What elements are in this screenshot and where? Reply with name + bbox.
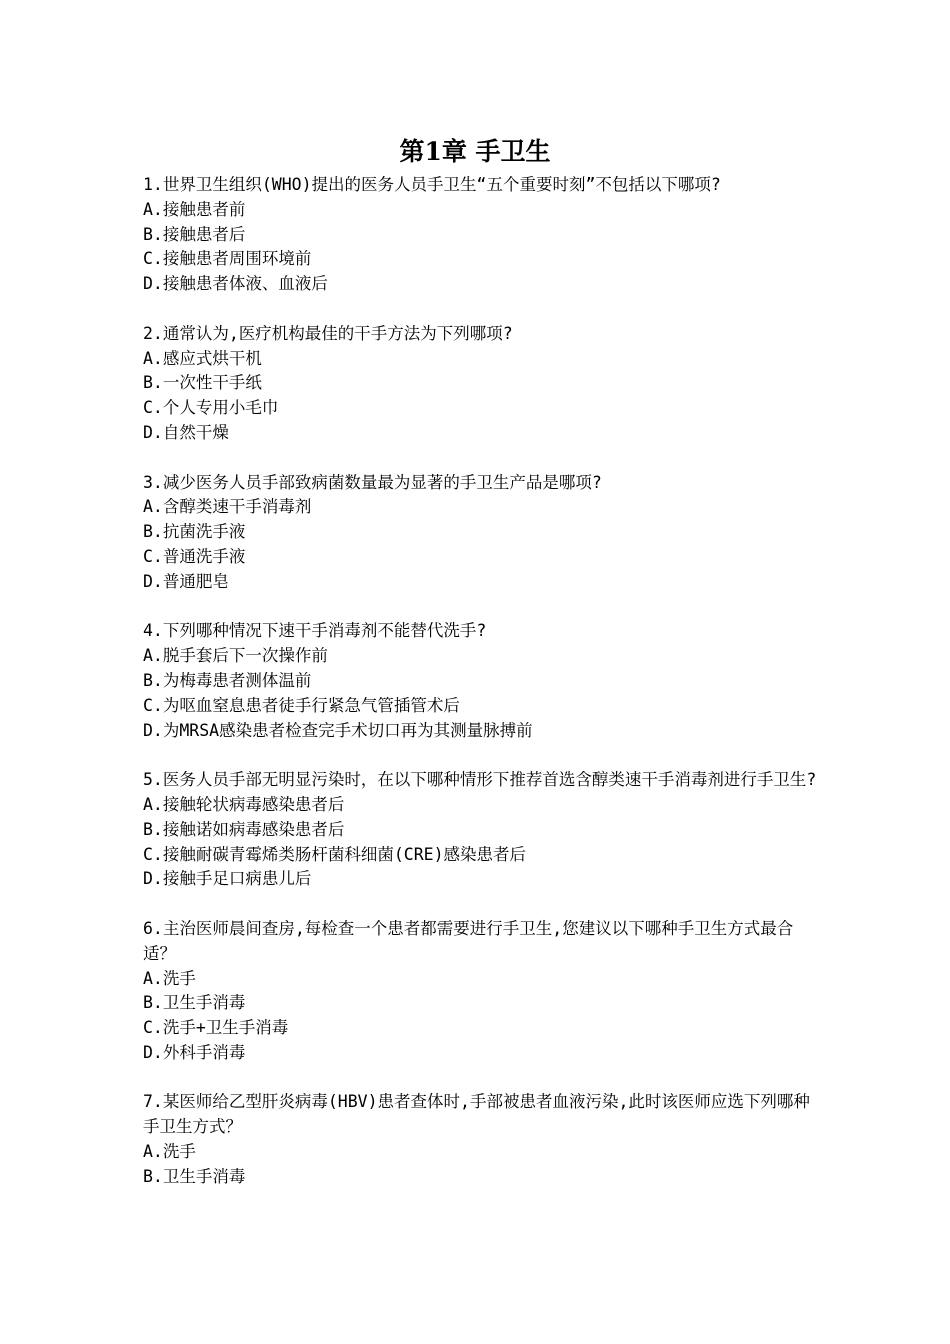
question-item <box>143 322 823 446</box>
option-d: D.自然干燥 <box>143 422 229 442</box>
option-d: D.接触手足口病患儿后 <box>143 869 312 889</box>
question-item <box>143 1090 823 1189</box>
chapter-title: 第1章 手卫生 <box>399 137 551 166</box>
option-a: A.含醇类速干手消毒剂 <box>143 497 312 517</box>
question-item <box>143 768 823 892</box>
question-item <box>143 173 823 297</box>
option-d: D.外科手消毒 <box>143 1042 246 1062</box>
option-c: C.接触耐碳青霉烯类肠杆菌科细菌(CRE)感染患者后 <box>143 844 527 864</box>
question-stem: 6.主治医师晨间查房,每检查一个患者都需要进行手卫生,您建议以下哪种手卫生方式最合适？ <box>143 918 794 963</box>
question-stem: 3.减少医务人员手部致病菌数量最为显著的手卫生产品是哪项? <box>143 472 602 492</box>
option-b: B.为梅毒患者测体温前 <box>143 670 312 690</box>
question-stem: 5.医务人员手部无明显污染时，在以下哪种情形下推荐首选含醇类速干手消毒剂进行手卫生? <box>143 770 817 790</box>
option-a: A.脱手套后下一次操作前 <box>143 646 328 666</box>
option-c: C.普通洗手液 <box>143 546 246 566</box>
option-b: B.卫生手消毒 <box>143 993 246 1013</box>
option-a: A.洗手 <box>143 968 196 988</box>
question-item <box>143 471 823 595</box>
option-a: A.洗手 <box>143 1142 196 1162</box>
option-a: A.接触轮状病毒感染患者后 <box>143 794 345 814</box>
option-c: C.接触患者周围环境前 <box>143 249 312 269</box>
option-a: A.接触患者前 <box>143 199 246 219</box>
question-stem: 4.下列哪种情况下速干手消毒剂不能替代洗手? <box>143 621 487 641</box>
question-stem: 1.世界卫生组织(WHO)提出的医务人员手卫生“五个重要时刻”不包括以下哪项? <box>143 175 721 194</box>
option-d: D.接触患者体液、血液后 <box>143 274 328 294</box>
option-b: B.接触诺如病毒感染患者后 <box>143 819 345 839</box>
option-b: B.接触患者后 <box>143 224 246 244</box>
option-c: C.洗手+卫生手消毒 <box>143 1018 289 1038</box>
question-item <box>143 619 823 743</box>
option-d: D.普通肥皂 <box>143 571 229 591</box>
option-c: C.个人专用小毛巾 <box>143 398 279 418</box>
option-a: A.感应式烘干机 <box>143 348 262 368</box>
option-b: B.一次性干手纸 <box>143 373 262 393</box>
option-c: C.为呕血窒息患者徒手行紧急气管插管术后 <box>143 695 460 715</box>
question-list <box>143 173 823 1214</box>
option-b: B.卫生手消毒 <box>143 1166 246 1186</box>
option-b: B.抗菌洗手液 <box>143 522 246 542</box>
option-d: D.为MRSA感染患者检查完手术切口再为其测量脉搏前 <box>143 720 533 740</box>
question-stem: 7.某医师给乙型肝炎病毒(HBV)患者查体时,手部被患者血液污染,此时该医师应选下列哪种手卫生方式？ <box>143 1092 810 1137</box>
question-stem: 2.通常认为,医疗机构最佳的干手方法为下列哪项? <box>143 323 513 343</box>
question-item <box>143 917 823 1066</box>
